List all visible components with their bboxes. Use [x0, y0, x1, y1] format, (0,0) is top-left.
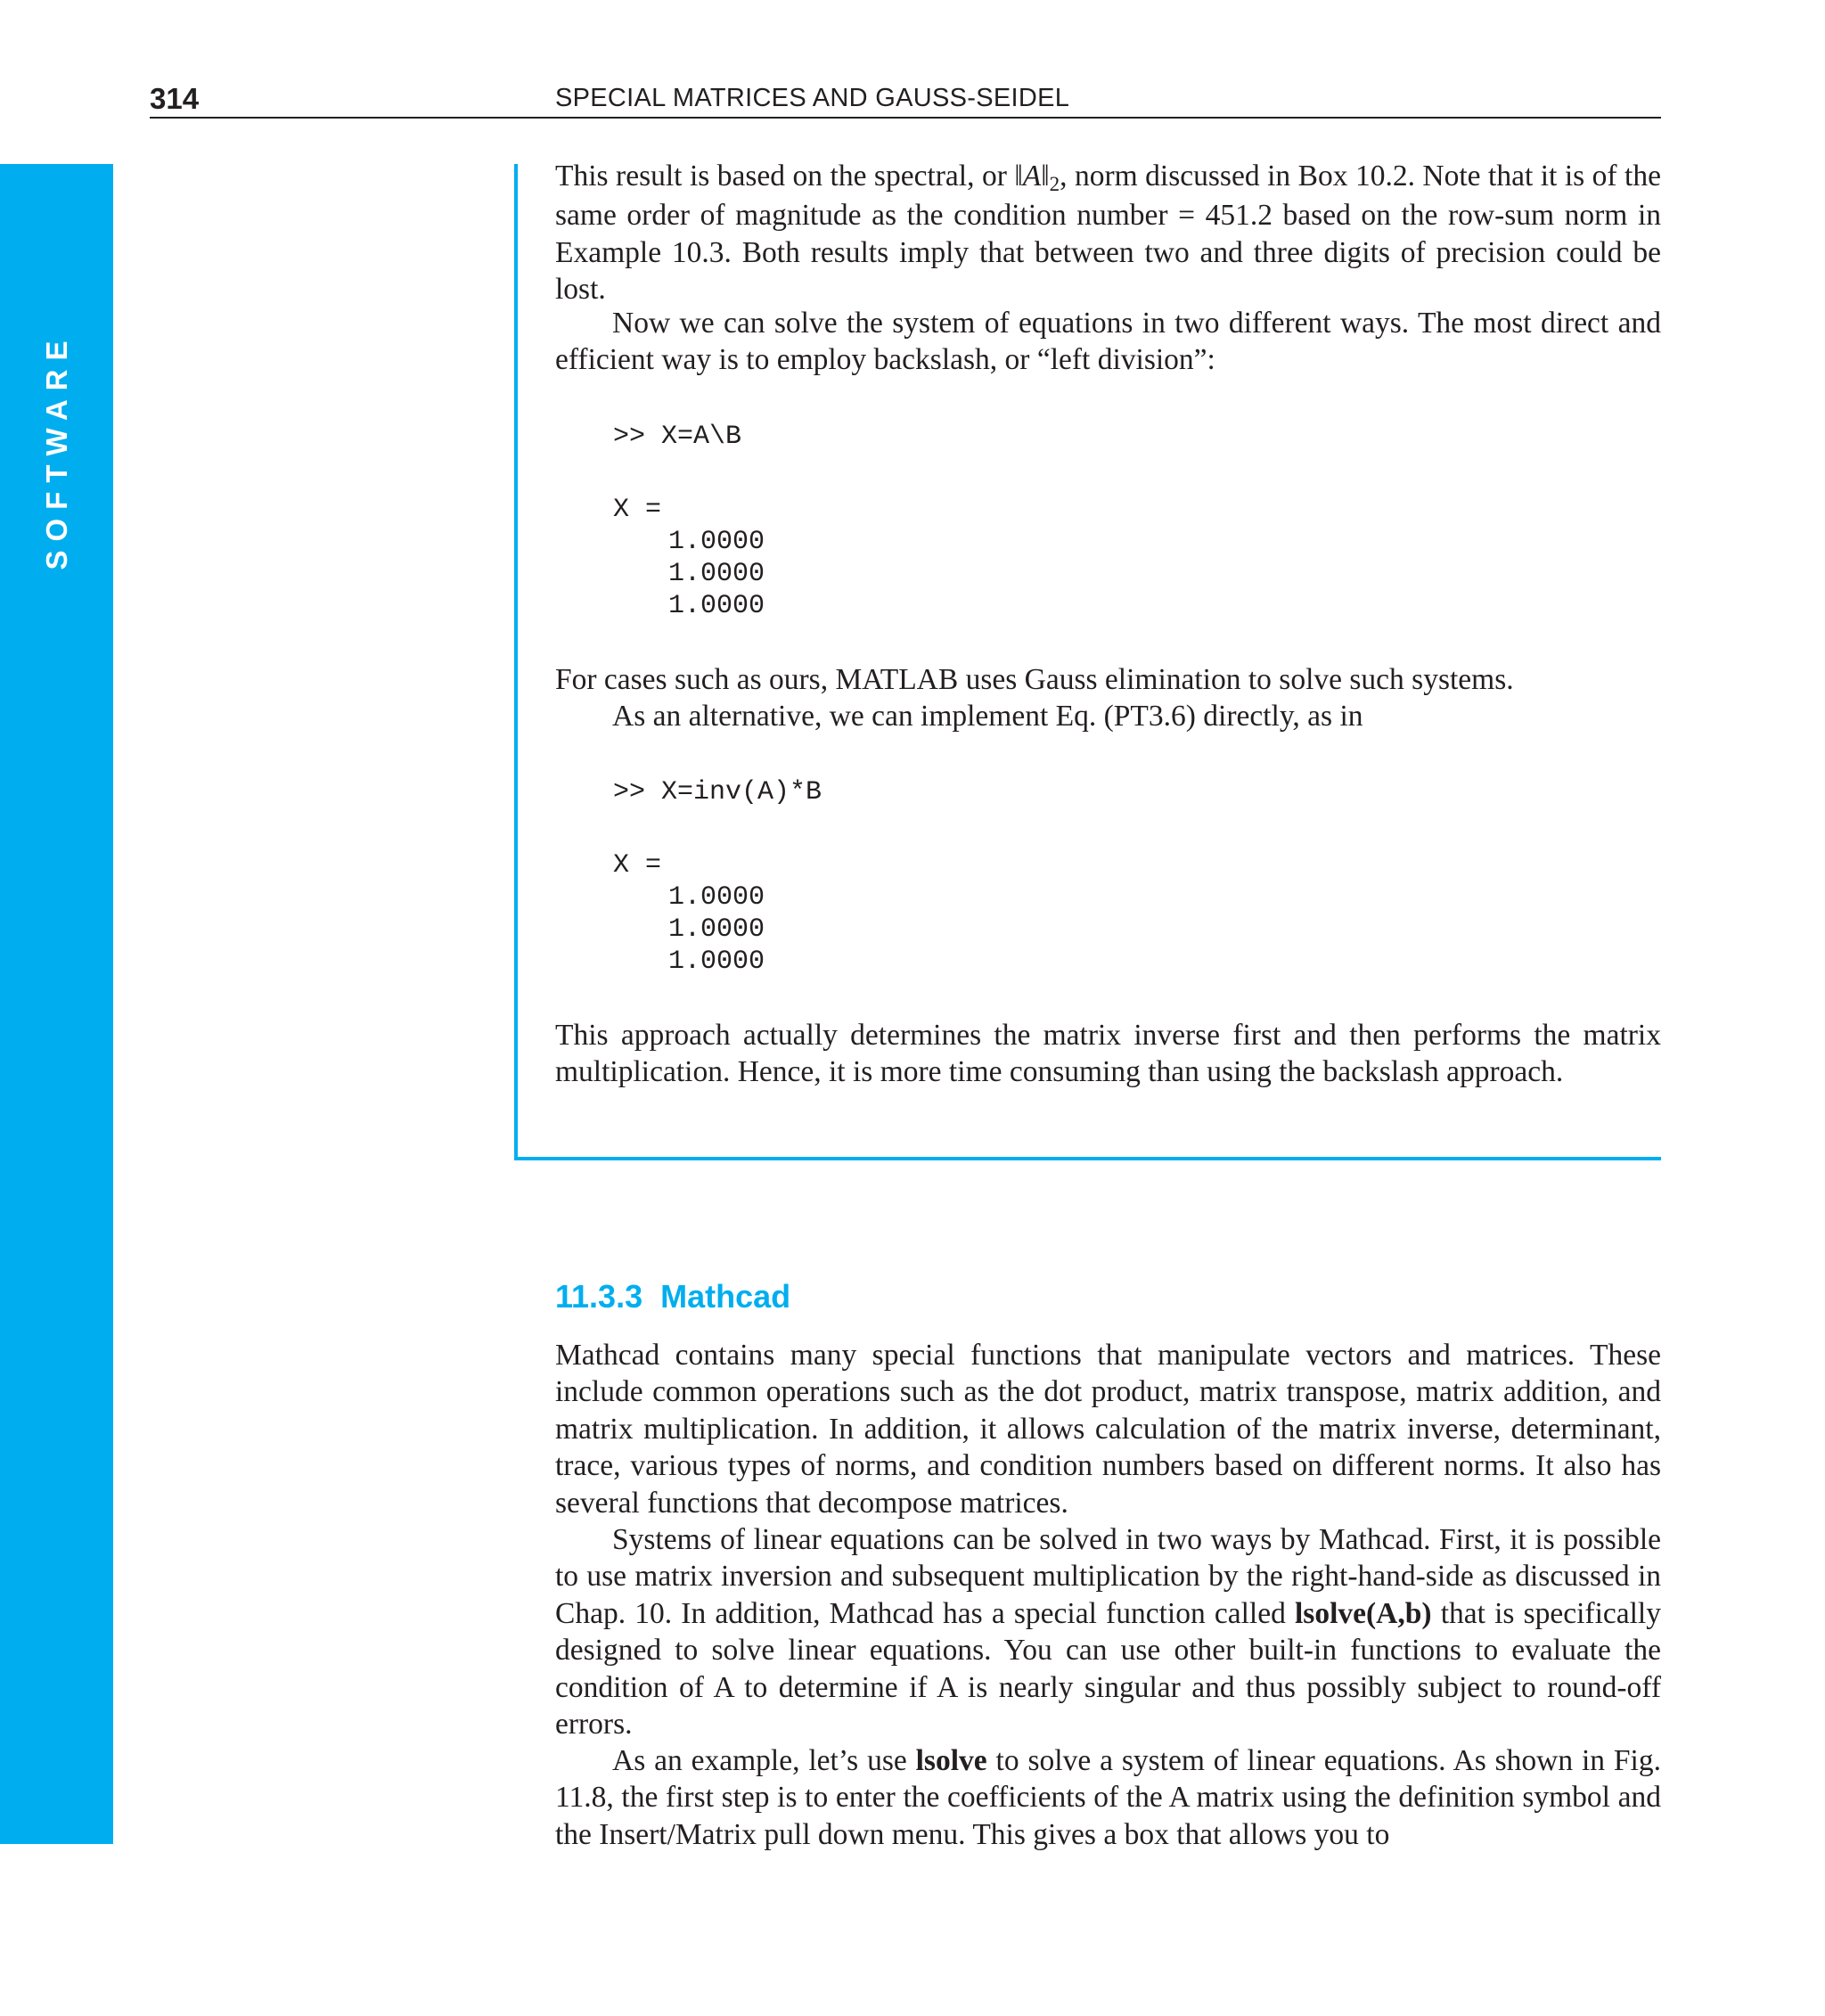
- code-command-inverse: >> X=inv(A)*B: [613, 777, 822, 807]
- norm-open: ‖: [1014, 160, 1023, 193]
- section-paragraph-2-end: that is specifically designed to solve linear equations. You can use other built-in functions to evaluate the condition of A to determine if A is nearly singular and thus possibly subject to round-off errors.: [555, 1596, 1661, 1741]
- norm-variable: A: [1022, 160, 1042, 193]
- code-output-value: 1.0000: [668, 527, 765, 557]
- section-paragraph-3: [555, 1742, 1661, 1853]
- norm-subscript: 2: [1049, 173, 1060, 195]
- lsolve-keyword: lsolve: [915, 1744, 987, 1777]
- norm-close: ‖: [1041, 160, 1050, 193]
- code-output-value: 1.0000: [668, 914, 765, 945]
- box-paragraph-2: Now we can solve the system of equations in two different ways. The most direct and efficient way is to employ backslash, or “left division”:: [555, 307, 1661, 377]
- box-paragraph-5: This approach actually determines the matrix inverse first and then performs the matrix multiplication. Hence, it is more time consuming than using the backslash approach.: [555, 1019, 1661, 1089]
- section-paragraph-1: Mathcad contains many special functions that manipulate vectors and matrices. These include common operations such as the dot product, matrix transpose, matrix addition, and matrix multiplication. In addition, it allows calculation of the matrix inverse, determinant, trace, various types of norms, and condition numbers based on different norms. It also has several functions that decompose matrices.: [555, 1339, 1661, 1520]
- code-output-value: 1.0000: [668, 947, 765, 977]
- side-tab-label: SOFTWARE: [40, 332, 73, 570]
- code-command-backslash: >> X=A\B: [613, 422, 742, 452]
- section-number: 11.3.3: [555, 1278, 643, 1315]
- section-paragraph-2-start: Systems of linear equations can be solved in two ways by Mathcad. First, it is possible to use matrix inversion and subsequent multiplication by the right-hand-side as discussed in Chap. 10. In addition, Mathcad has a special function called: [555, 1523, 1661, 1630]
- section-heading: [555, 1278, 790, 1315]
- header-rule: [150, 117, 1661, 119]
- box-left-rule: [514, 164, 518, 1160]
- box-paragraph-4: As an alternative, we can implement Eq. (PT3.6) directly, as in: [612, 700, 1363, 733]
- box-paragraph-3: For cases such as ours, MATLAB uses Gauss elimination to solve such systems.: [555, 663, 1514, 696]
- box-paragraph-1-end: , norm discussed in Box 10.2. Note that it is of the same order of magnitude as the condition number = 451.2 based on the row-sum norm in Example 10.3. Both results imply that between two and three digits of precision could be lost.: [555, 160, 1661, 307]
- box-paragraph-1-start: This result is based on the spectral, or: [555, 160, 1015, 193]
- lsolve-function-name: lsolve(A,b): [1295, 1596, 1432, 1630]
- section-paragraph-2: [555, 1521, 1661, 1742]
- code-output-value: 1.0000: [668, 559, 765, 589]
- section-title: Mathcad: [660, 1278, 791, 1315]
- page-number: 314: [150, 82, 200, 115]
- side-tab: [0, 164, 113, 1844]
- code-output-value: 1.0000: [668, 882, 765, 913]
- running-head: SPECIAL MATRICES AND GAUSS-SEIDEL: [555, 84, 1070, 112]
- code-output-label-2: X =: [613, 850, 662, 881]
- box-bottom-rule: [514, 1157, 1661, 1160]
- section-paragraph-3-start: As an example, let’s use: [612, 1744, 916, 1777]
- code-output-value: 1.0000: [668, 591, 765, 621]
- box-paragraph-1: [555, 158, 1661, 308]
- section-paragraph-3-end: to solve a system of linear equations. As shown in Fig. 11.8, the first step is to enter the coefficients of the A matrix using the definition symbol and the Insert/Matrix pull down menu. This gives a box that allows you to: [555, 1744, 1661, 1851]
- code-output-label-1: X =: [613, 495, 662, 525]
